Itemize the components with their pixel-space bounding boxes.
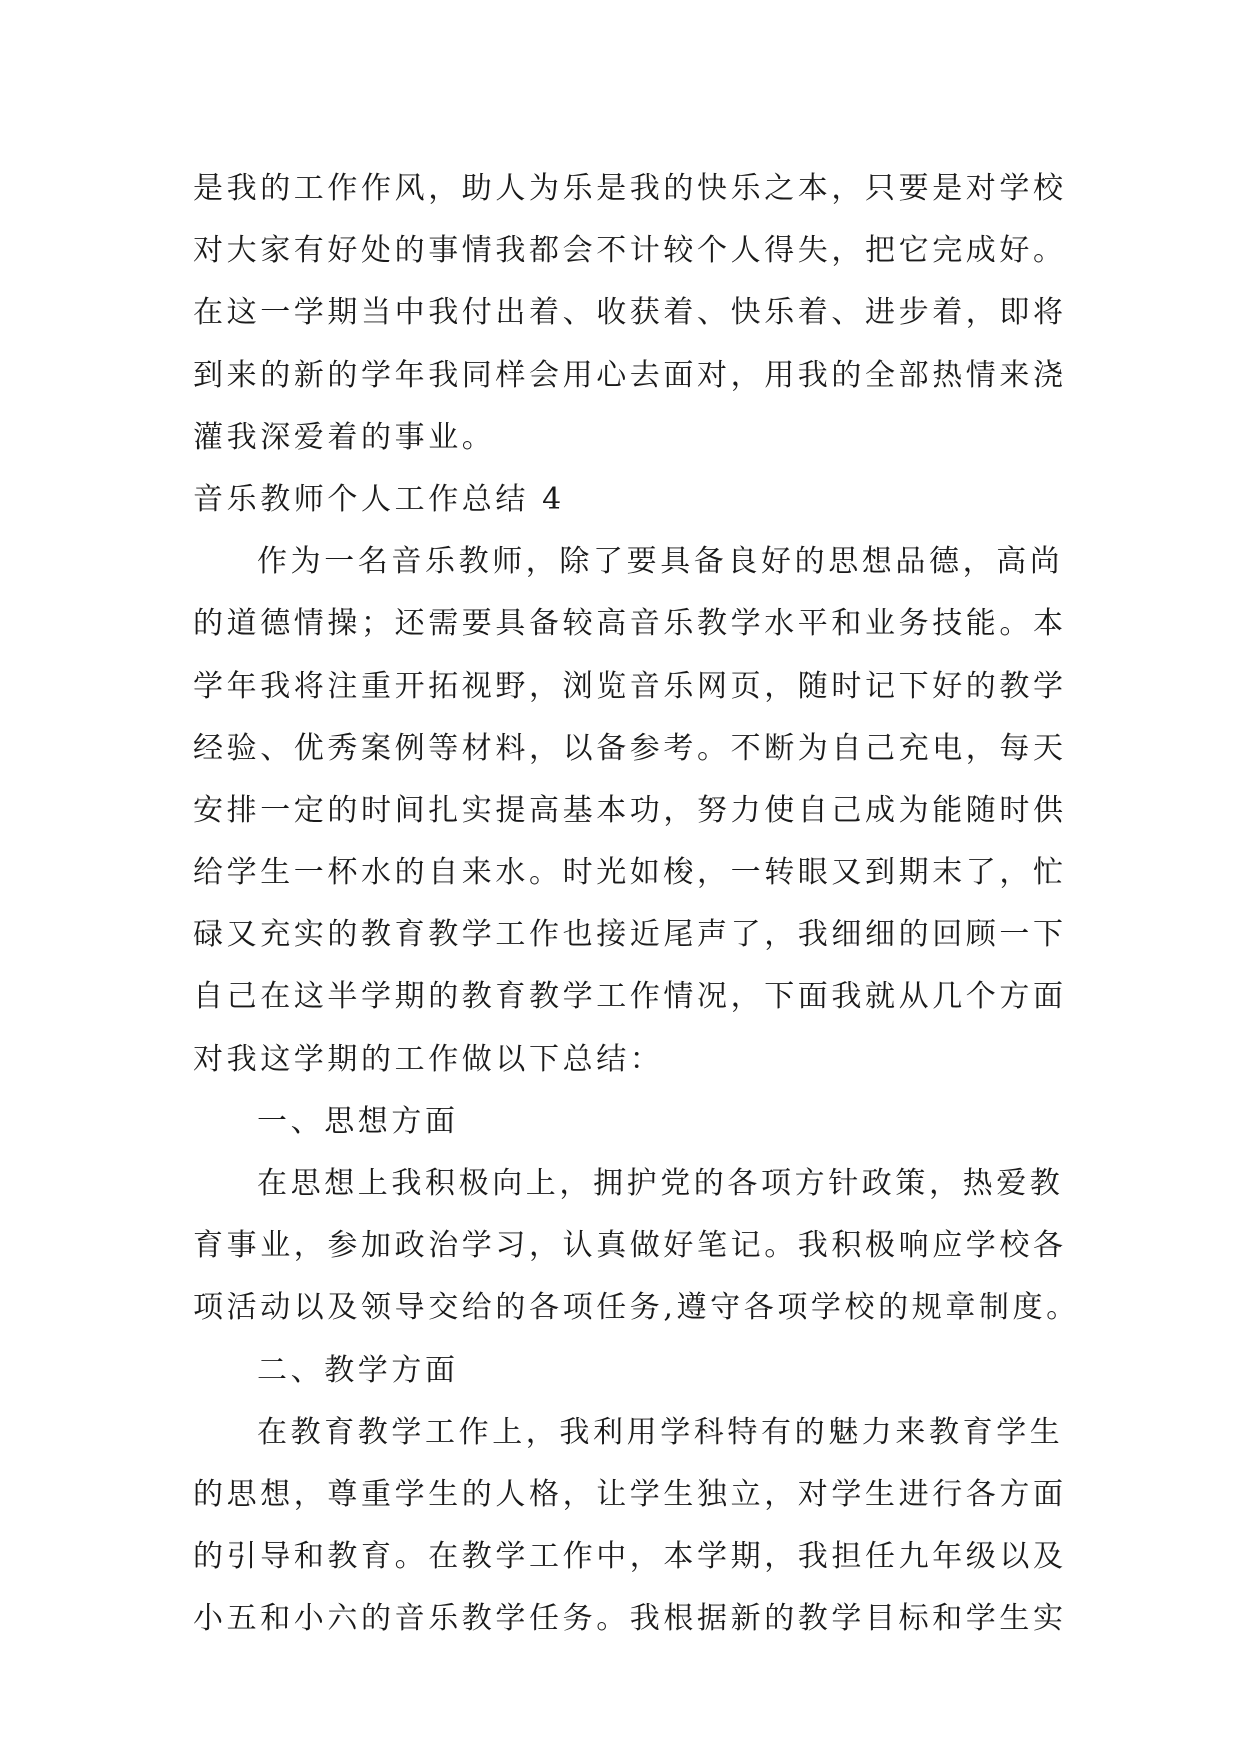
- document-body: [193, 158, 1080, 1651]
- text-line: 安排一定的时间扎实提高基本功，努力使自己成为能随时供: [193, 792, 1067, 828]
- text-line: 在这一学期当中我付出着、收获着、快乐着、进步着，即将: [193, 295, 1067, 331]
- text-line: 到来的新的学年我同样会用心去面对，用我的全部热情来浇: [193, 357, 1067, 393]
- text-line: 学年我将注重开拓视野，浏览音乐网页，随时记下好的教学: [193, 668, 1067, 704]
- text-line: 碌又充实的教育教学工作也接近尾声了，我细细的回顾一下: [193, 917, 1067, 953]
- text-line: 对我这学期的工作做以下总结：: [193, 1041, 664, 1077]
- text-line: 的道德情操；还需要具备较高音乐教学水平和业务技能。本: [193, 606, 1067, 642]
- text-line: 灌我深爱着的事业。: [193, 419, 496, 455]
- text-line: 的思想，尊重学生的人格，让学生独立，对学生进行各方面: [193, 1476, 1067, 1512]
- paragraph-first-line: 在思想上我积极向上，拥护党的各项方针政策，热爱教: [257, 1166, 1064, 1201]
- text-line: 对大家有好处的事情我都会不计较个人得失，把它完成好。: [193, 233, 1067, 269]
- section-heading: 音乐教师个人工作总结 4: [193, 481, 565, 517]
- text-line: 小五和小六的音乐教学任务。我根据新的教学目标和学生实: [193, 1601, 1067, 1637]
- text-line: 给学生一杯水的自来水。时光如梭，一转眼又到期末了，忙: [193, 855, 1067, 891]
- text-line: 育事业，参加政治学习，认真做好笔记。我积极响应学校各: [193, 1228, 1067, 1264]
- subsection-heading: 一、思想方面: [257, 1103, 459, 1139]
- subsection-heading: 二、教学方面: [257, 1352, 459, 1388]
- paragraph-first-line: 在教育教学工作上，我利用学科特有的魅力来教育学生: [257, 1414, 1064, 1450]
- paragraph-first-line: 作为一名音乐教师，除了要具备良好的思想品德，高尚: [257, 544, 1064, 580]
- text-line: 项活动以及领导交给的各项任务,遵守各项学校的规章制度。: [193, 1290, 1080, 1326]
- text-line: 的引导和教育。在教学工作中，本学期，我担任九年级以及: [193, 1539, 1067, 1575]
- text-line: 是我的工作作风，助人为乐是我的快乐之本，只要是对学校: [193, 171, 1067, 206]
- text-line: 自己在这半学期的教育教学工作情况，下面我就从几个方面: [193, 979, 1067, 1015]
- text-line: 经验、优秀案例等材料，以备参考。不断为自己充电，每天: [193, 730, 1067, 766]
